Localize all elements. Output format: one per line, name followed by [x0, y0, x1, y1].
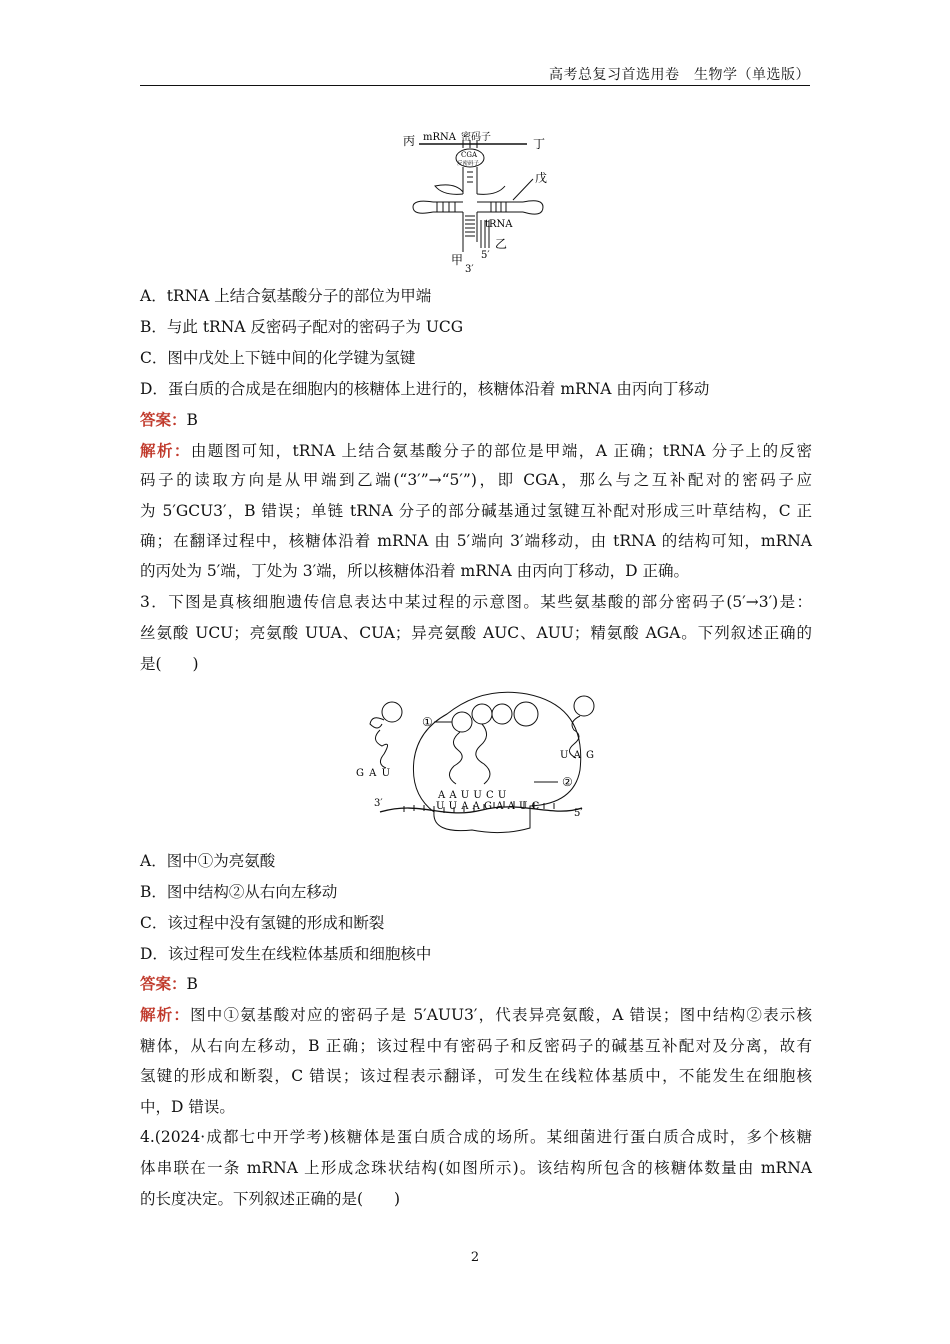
- answer-label: 答案：: [140, 974, 187, 993]
- answer-value: B: [186, 411, 198, 429]
- anticodon-seq: CGA: [461, 151, 478, 159]
- q3-option-a: A．图中①为亮氨酸: [140, 852, 276, 870]
- q3-stem-line: 3．下图是真核细胞遗传信息表达中某过程的示意图。某些氨基酸的部分密码子(5′→3′)是：: [140, 593, 812, 611]
- page-number: 2: [470, 1250, 480, 1265]
- answer-label: 答案：: [140, 410, 187, 429]
- label-mrna: mRNA: [423, 132, 456, 143]
- trna-cloverleaf-figure: [395, 124, 555, 272]
- q2-option-d: D．蛋白质的合成是在细胞内的核糖体上进行的，核糖体沿着 mRNA 由丙向丁移动: [140, 380, 710, 398]
- q3-option-d: D．该过程可发生在线粒体基质和细胞核中: [140, 945, 432, 963]
- q3-option-b: B．图中结构②从右向左移动: [140, 883, 338, 901]
- label-wu: 戊: [535, 171, 548, 185]
- marker-2: ②: [562, 775, 573, 789]
- label-yi: 乙: [495, 237, 508, 251]
- label-bing: 丙: [403, 134, 416, 148]
- label-trna: tRNA: [485, 219, 513, 230]
- mrna-3prime: 3′: [374, 798, 383, 809]
- header-rule: [140, 85, 810, 86]
- label-codon: 密码子: [461, 132, 491, 143]
- translation-figure: [352, 684, 608, 838]
- q2-option-b: B．与此 tRNA 反密码子配对的密码子为 UCG: [140, 318, 464, 336]
- q2-answer: [140, 410, 812, 430]
- q4-stem-line: 体串联在一条 mRNA 上形成念珠状结构(如图所示)。该结构所包含的核糖体数量由 mRNA: [140, 1159, 812, 1177]
- label-jia: 甲: [451, 253, 464, 267]
- anticodon-label: 反密码子: [457, 161, 480, 167]
- bound-anticodons: A A U U C U: [438, 790, 507, 801]
- running-header: 高考总复习首选用卷 生物学（单选版）: [549, 67, 810, 83]
- q4-stem-line: 4.(2024·成都七中开学考)核糖体是蛋白质合成的场所。某细菌进行蛋白质合成时，多个核糖: [140, 1128, 812, 1146]
- q3-analysis-line: 中，D 错误。: [140, 1098, 235, 1116]
- q4-stem-line: 的长度决定。下列叙述正确的是( ): [140, 1190, 401, 1208]
- answer-value: B: [186, 975, 198, 993]
- q3-analysis-line: 糖体，从右向左移动，B 正确；该过程中有密码子和反密码子的碱基互补配对及分离，故有: [140, 1037, 812, 1055]
- marker-1: ①: [422, 715, 433, 729]
- q2-analysis-line: 码子的读取方向是从甲端到乙端(“3′”→“5′”)，即 CGA，那么与之互补配对的密码子应: [140, 471, 812, 489]
- label-3prime: 3′: [465, 264, 474, 272]
- q2-analysis-line: 解析：由题图可知，tRNA 上结合氨基酸分子的部位是甲端，A 正确；tRNA 分子上的反密: [140, 441, 812, 460]
- q3-answer: [140, 974, 812, 994]
- q3-stem-line: 是( ): [140, 655, 199, 673]
- q2-option-a: A．tRNA 上结合氨基酸分子的部位为甲端: [140, 287, 432, 305]
- left-anticodon: G A U: [356, 768, 391, 779]
- analysis-label: 解析：: [140, 441, 191, 460]
- q3-analysis-line: 氢键的形成和断裂，C 错误；该过程表示翻译，可发生在线粒体基质中，不能发生在细胞核: [140, 1067, 812, 1085]
- label-5prime: 5′: [481, 250, 490, 261]
- right-anticodon: U A G: [560, 750, 595, 761]
- q2-analysis-line: 为 5′GCU3′，B 错误；单链 tRNA 分子的部分碱基通过氢键互补配对形成三叶草结构，C 正: [140, 502, 812, 520]
- q2-analysis-line: 确；在翻译过程中，核糖体沿着 mRNA 由 5′端向 3′端移动，由 tRNA 的结构可知，mRNA: [140, 532, 812, 550]
- q2-analysis-line: 的丙处为 5′端，丁处为 3′端，所以核糖体沿着 mRNA 由丙向丁移动，D 正确。: [140, 562, 689, 580]
- q3-option-c: C．该过程中没有氢键的形成和断裂: [140, 914, 385, 932]
- mrna-sequence: U U A A G A A U C: [436, 801, 540, 812]
- q3-stem-line: 丝氨酸 UCU；亮氨酸 UUA、CUA；异亮氨酸 AUC、AUU；精氨酸 AGA。下列叙述正确的: [140, 624, 812, 642]
- analysis-label: 解析：: [140, 1005, 191, 1024]
- mrna-5prime: 5′: [574, 808, 583, 819]
- q2-option-c: C．图中戊处上下链中间的化学键为氢键: [140, 349, 416, 367]
- label-ding: 丁: [533, 137, 546, 151]
- q3-analysis-line: 解析：图中①氨基酸对应的密码子是 5′AUU3′，代表异亮氨酸，A 错误；图中结构②表示核: [140, 1005, 812, 1024]
